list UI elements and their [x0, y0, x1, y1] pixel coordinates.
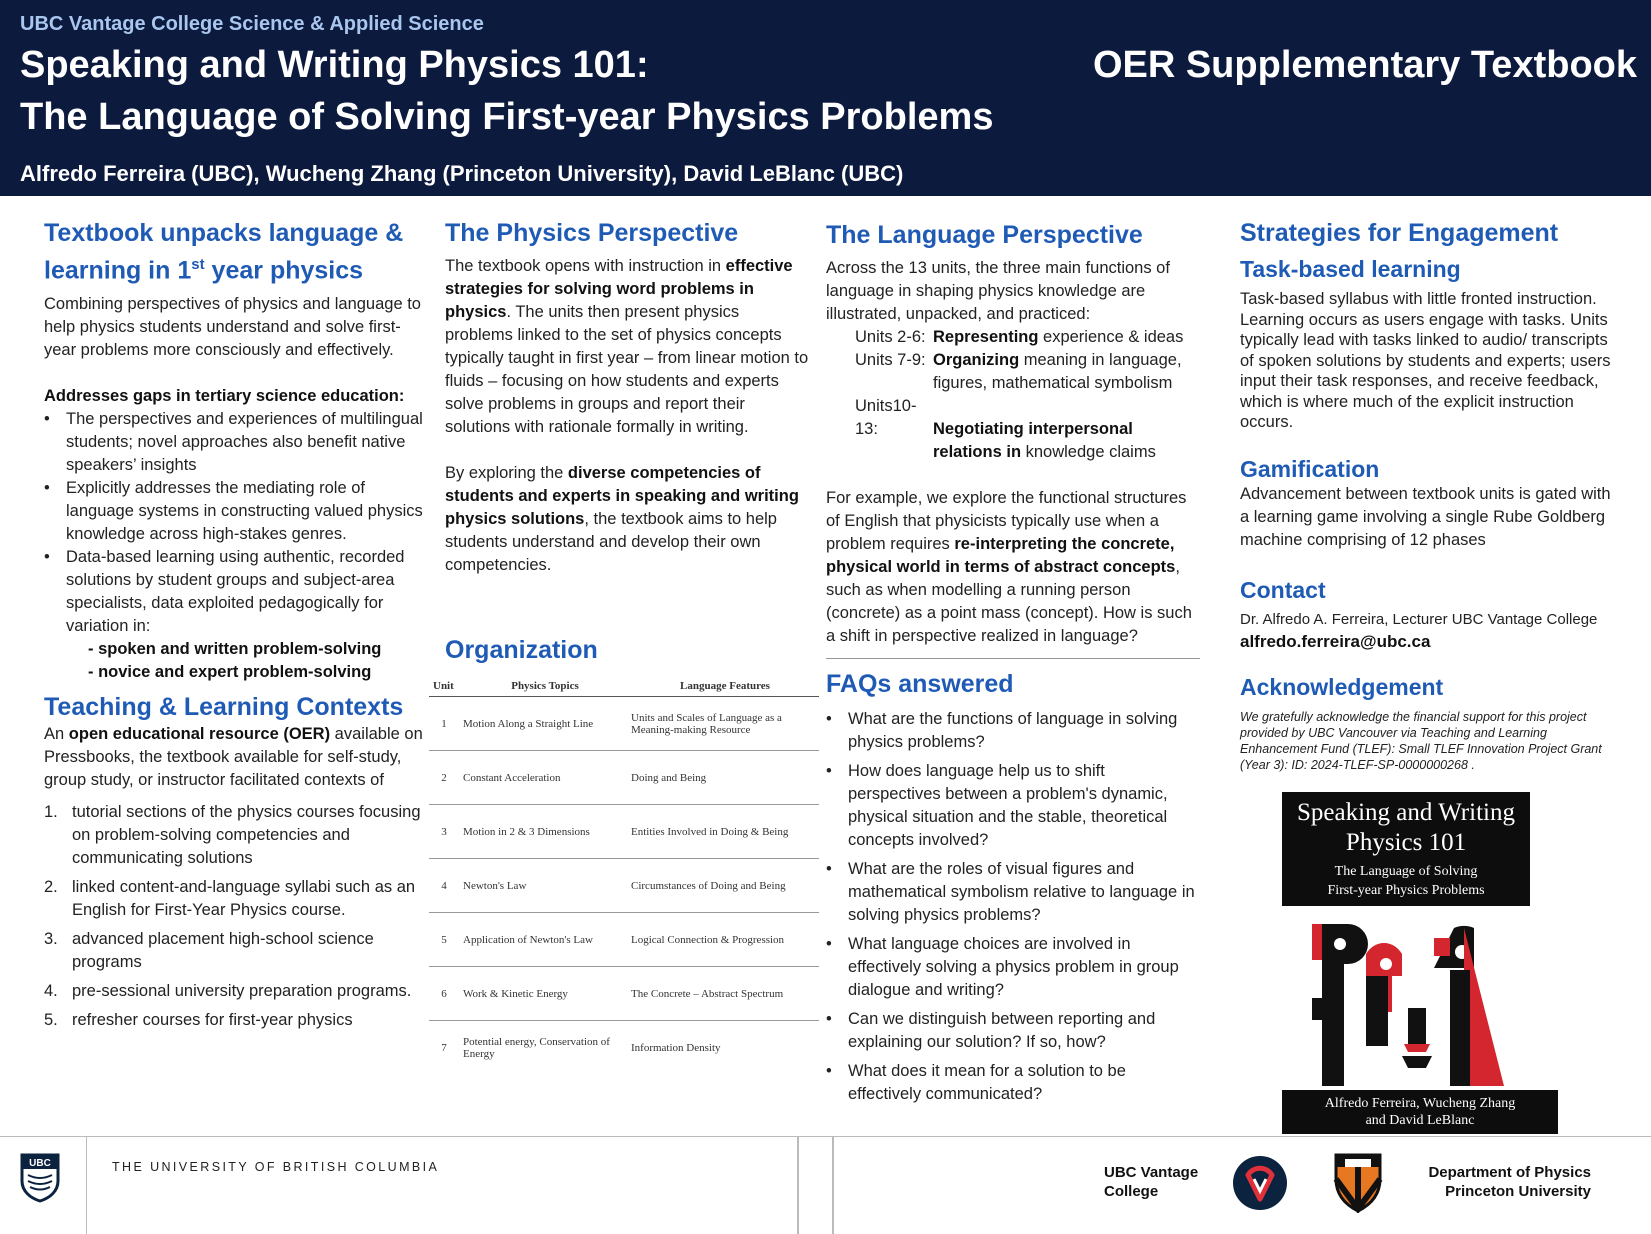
units-list [826, 326, 1200, 464]
faq-item: • What language choices are involved in effectively solving a physics problem in group dialogue and writing? [826, 933, 1200, 1002]
list-text: advanced placement high-school science programs [72, 930, 374, 972]
table-row [429, 1021, 819, 1075]
list-item [44, 876, 424, 922]
language-heading: The Language Perspective [826, 221, 1143, 249]
acknowledgement-text: We gratefully acknowledge the financial support for this project provided by UBC Vancouver via Teaching and Learning Enhancement Fund (TLEF): Small TLEF Innovation Project Grant (Year 3): ID: 2024-TLEF-SP-0000000268 . [1240, 709, 1602, 772]
table-cell-unit: 4 [429, 859, 459, 913]
table-row [429, 859, 819, 913]
faq-item: • What are the functions of language in solving physics problems? [826, 708, 1200, 754]
oer-label: OER Supplementary Textbook [1092, 44, 1637, 86]
column-physics [433, 218, 810, 1075]
princeton-shield-logo [1333, 1151, 1383, 1213]
poster-title-line2: The Language of Solving First-year Physics Problems [20, 96, 994, 138]
paragraph-text: , the textbook aims to help students understand and develop their own competencies. [445, 510, 777, 574]
textbook-heading-line2-end: year physics [204, 256, 364, 285]
contexts-text: An [44, 725, 69, 744]
units-10-13 [826, 395, 1200, 441]
gaps-heading: Addresses gaps in tertiary science education: [44, 387, 405, 406]
faq-list [826, 708, 1200, 1106]
princeton-department-label [1428, 1163, 1591, 1201]
units-text: meaning in language, [1019, 351, 1182, 369]
language-intro: Across the 13 units, the three main functions of language in shaping physics knowledge are illustrated, unpacked, and practiced: [826, 259, 1170, 323]
column-header-unit: Unit [429, 676, 459, 697]
footer-divider [797, 1137, 799, 1234]
table-cell-unit: 6 [429, 967, 459, 1021]
vantage-label-line1: UBC Vantage [1104, 1164, 1199, 1181]
list-item [44, 980, 424, 1003]
table-cell-feature: Circumstances of Doing and Being [627, 859, 819, 913]
college-name: UBC Vantage College Science & Applied Science [20, 13, 484, 35]
poster-header [0, 0, 1651, 196]
paragraph-text: , such as when modelling a running person (concrete) as a point mass (concept). How is such a shift in perspective realized in language? [826, 558, 1192, 645]
list-item [44, 928, 424, 974]
table-cell-topic: Constant Acceleration [459, 751, 627, 805]
textbook-heading-line1: Textbook unpacks language & [44, 219, 404, 247]
gaps-list [44, 408, 424, 638]
organization-heading: Organization [445, 636, 598, 664]
list-item [44, 801, 424, 870]
units-text: experience & ideas [1038, 328, 1184, 346]
column-language [826, 218, 1200, 1112]
paragraph-bold: re-interpreting the concrete, physical world in terms of abstract concepts [826, 535, 1176, 576]
list-item: • Explicitly addresses the mediating role of language systems in constructing valued physics knowledge across high-stakes genres. [44, 477, 424, 546]
table-cell-topic: Work & Kinetic Energy [459, 967, 627, 1021]
variation-novice-expert: - novice and expert problem-solving [88, 663, 372, 682]
task-based-heading: Task-based learning [1240, 256, 1461, 282]
table-cell-feature: Logical Connection & Progression [627, 913, 819, 967]
list-item [44, 1009, 424, 1032]
table-cell-feature: Doing and Being [627, 751, 819, 805]
paragraph-text: . The units then present physics problems linked to the set of physics concepts typically taught in first year – from linear motion to fluids – focusing on how students and experts solve problems in groups and report their solutions with rationale formally in writing. [445, 303, 809, 436]
book-cover-title [1282, 792, 1530, 906]
table-cell-unit: 7 [441, 1041, 447, 1054]
list-number: 4. [44, 982, 58, 1001]
vantage-label-line2: College [1104, 1183, 1159, 1200]
gamification-heading: Gamification [1240, 455, 1380, 482]
textbook-intro: Combining perspectives of physics and language to help physics students understand and solve first-year problems more consciously and effectively. [44, 295, 421, 360]
column-header-physics-topics: Physics Topics [459, 676, 627, 697]
book-authors-line2: and David LeBlanc [1365, 1113, 1475, 1128]
book-title-line2: Physics 101 [1345, 829, 1467, 856]
contexts-intro [44, 723, 424, 792]
engagement-heading: Strategies for Engagement [1240, 219, 1559, 247]
table-cell-unit: 3 [429, 805, 459, 859]
table-cell-feature: The Concrete – Abstract Spectrum [627, 967, 819, 1021]
paragraph-bold: effective strategies for solving word problems in physics [445, 257, 793, 321]
list-item: • Data-based learning using authentic, recorded solutions by student groups and subject-area specialists, data exploited pedagogically for variation in: [44, 546, 424, 638]
language-example [826, 487, 1200, 648]
faq-item: • How does language help us to shift perspectives between a problem's dynamic, physical situation and the stable, theoretical concepts involved? [826, 760, 1200, 852]
dept-label-line1: Department of Physics [1428, 1164, 1591, 1181]
table-cell-topic: Newton's Law [459, 859, 627, 913]
units-label: Units 7-9: [855, 351, 926, 369]
contexts-heading: Teaching & Learning Contexts [44, 693, 404, 722]
units-10-13-continued [826, 441, 1200, 464]
list-item: • The perspectives and experiences of multilingual students; novel approaches also benefit native speakers’ insights [44, 408, 424, 477]
footer-divider [832, 1137, 834, 1234]
faq-item: • What does it mean for a solution to be effectively communicated? [826, 1060, 1200, 1106]
book-cover-authors [1282, 1090, 1558, 1134]
organization-table [429, 676, 819, 1075]
list-text: linked content-and-language syllabi such as an English for First-Year Physics course. [72, 878, 416, 920]
column-textbook [44, 218, 424, 1038]
table-header-row [429, 676, 819, 697]
ubc-crest-logo [20, 1153, 60, 1203]
paragraph-text: For example, we explore the functional structures of English that physicists typically use when a problem requires [826, 489, 1187, 553]
task-based-text: Task-based syllabus with little fronted instruction. Learning occurs as users engage with tasks. Units typically lead with tasks linked to audio/ transcripts of spoken solutions by students and experts; users input their task responses, and receive feedback, which is where much of the explicit instruction occurs. [1240, 290, 1611, 431]
poster-authors: Alfredo Ferreira (UBC), Wucheng Zhang (Princeton University), David LeBlanc (UBC) [20, 161, 904, 186]
faq-item: • Can we distinguish between reporting and explaining our solution? If so, how? [826, 1008, 1200, 1054]
poster-title-line1: Speaking and Writing Physics 101: [20, 44, 649, 86]
physics-paragraph-2 [445, 462, 810, 577]
physics-paragraph-1 [445, 255, 810, 439]
column-header-language-features: Language Features [627, 676, 819, 697]
table-cell-topic: Application of Newton's Law [459, 913, 627, 967]
table-row [429, 913, 819, 967]
contexts-text: available on Pressbooks, the textbook available for self-study, group study, or instructor facilitated contexts of [44, 725, 423, 790]
units-label: Units 2-6: [855, 328, 926, 346]
units-7-9 [826, 349, 1200, 372]
table-row [429, 751, 819, 805]
contact-email[interactable]: alfredo.ferreira@ubc.ca [1240, 631, 1431, 651]
faq-heading: FAQs answered [826, 670, 1014, 698]
table-cell-unit: 5 [429, 913, 459, 967]
units-2-6 [826, 326, 1200, 349]
book-cover-art-image [1304, 918, 1514, 1090]
book-title-line1: Speaking and Writing [1297, 799, 1515, 826]
list-number: 5. [44, 1011, 58, 1030]
list-text: pre-sessional university preparation programs. [72, 982, 412, 1001]
section-divider [826, 658, 1200, 659]
poster-footer [0, 1136, 1651, 1234]
list-number: 1. [44, 803, 58, 822]
variation-spoken-written: - spoken and written problem-solving [88, 640, 382, 659]
ubc-logo-text: UBC [29, 1158, 51, 1169]
units-bold: relations in [933, 443, 1022, 461]
table-cell-feature: Units and Scales of Language as a Meaning-making Resource [627, 697, 819, 751]
table-cell-unit: 2 [429, 751, 459, 805]
table-row [429, 805, 819, 859]
table-row [429, 697, 819, 751]
list-number: 2. [44, 878, 58, 897]
book-subtitle-line1: The Language of Solving [1334, 864, 1478, 879]
units-7-9-continued: figures, mathematical symbolism [933, 374, 1173, 392]
textbook-heading [44, 218, 424, 286]
vantage-college-label [1104, 1163, 1198, 1201]
gamification-text: Advancement between textbook units is gated with a learning game involving a single Rube Goldberg machine comprising of 12 phases [1240, 484, 1611, 549]
book-subtitle-line2: First-year Physics Problems [1327, 883, 1485, 898]
units-bold: Negotiating interpersonal [933, 420, 1133, 438]
contact-name: Dr. Alfredo A. Ferreira, Lecturer UBC Vantage College [1240, 610, 1598, 628]
units-bold: Organizing [933, 351, 1020, 369]
book-authors-line1: Alfredo Ferreira, Wucheng Zhang [1324, 1096, 1516, 1111]
acknowledgement-heading: Acknowledgement [1240, 673, 1444, 700]
table-cell-unit: 1 [429, 697, 459, 751]
table-cell-topic: Potential energy, Conservation of Energy [463, 1035, 610, 1060]
table-cell-topic: Motion Along a Straight Line [459, 697, 627, 751]
physics-heading: The Physics Perspective [445, 219, 739, 247]
ubc-name: THE UNIVERSITY OF BRITISH COLUMBIA [112, 1160, 440, 1174]
superscript-st: st [191, 256, 205, 273]
column-engagement [1240, 218, 1620, 773]
paragraph-bold: diverse competencies of students and experts in speaking and writing physics solutions [445, 464, 799, 528]
footer-divider [86, 1137, 87, 1234]
units-bold: Representing [933, 328, 1039, 346]
table-row [429, 967, 819, 1021]
table-cell-feature: Entities Involved in Doing & Being [627, 805, 819, 859]
units-label: Units10-13: [855, 397, 917, 438]
vantage-college-logo [1232, 1155, 1288, 1211]
contexts-list [44, 801, 424, 1032]
paragraph-text: By exploring the [445, 464, 568, 482]
faq-item: • What are the roles of visual figures and mathematical symbolism relative to language in solving physics problems? [826, 858, 1200, 927]
list-text: tutorial sections of the physics courses focusing on problem-solving competencies and communicating solutions [72, 803, 421, 868]
table-cell-feature: Information Density [631, 1041, 721, 1054]
textbook-heading-line2: learning in 1 [44, 256, 192, 285]
paragraph-text: The textbook opens with instruction in [445, 257, 726, 275]
list-number: 3. [44, 930, 58, 949]
list-text: refresher courses for first-year physics [72, 1011, 353, 1030]
units-text: knowledge claims [1021, 443, 1156, 461]
dept-label-line2: Princeton University [1445, 1183, 1591, 1200]
table-cell-topic: Motion in 2 & 3 Dimensions [459, 805, 627, 859]
contact-heading: Contact [1240, 576, 1326, 603]
oer-bold: open educational resource (OER) [68, 725, 331, 744]
